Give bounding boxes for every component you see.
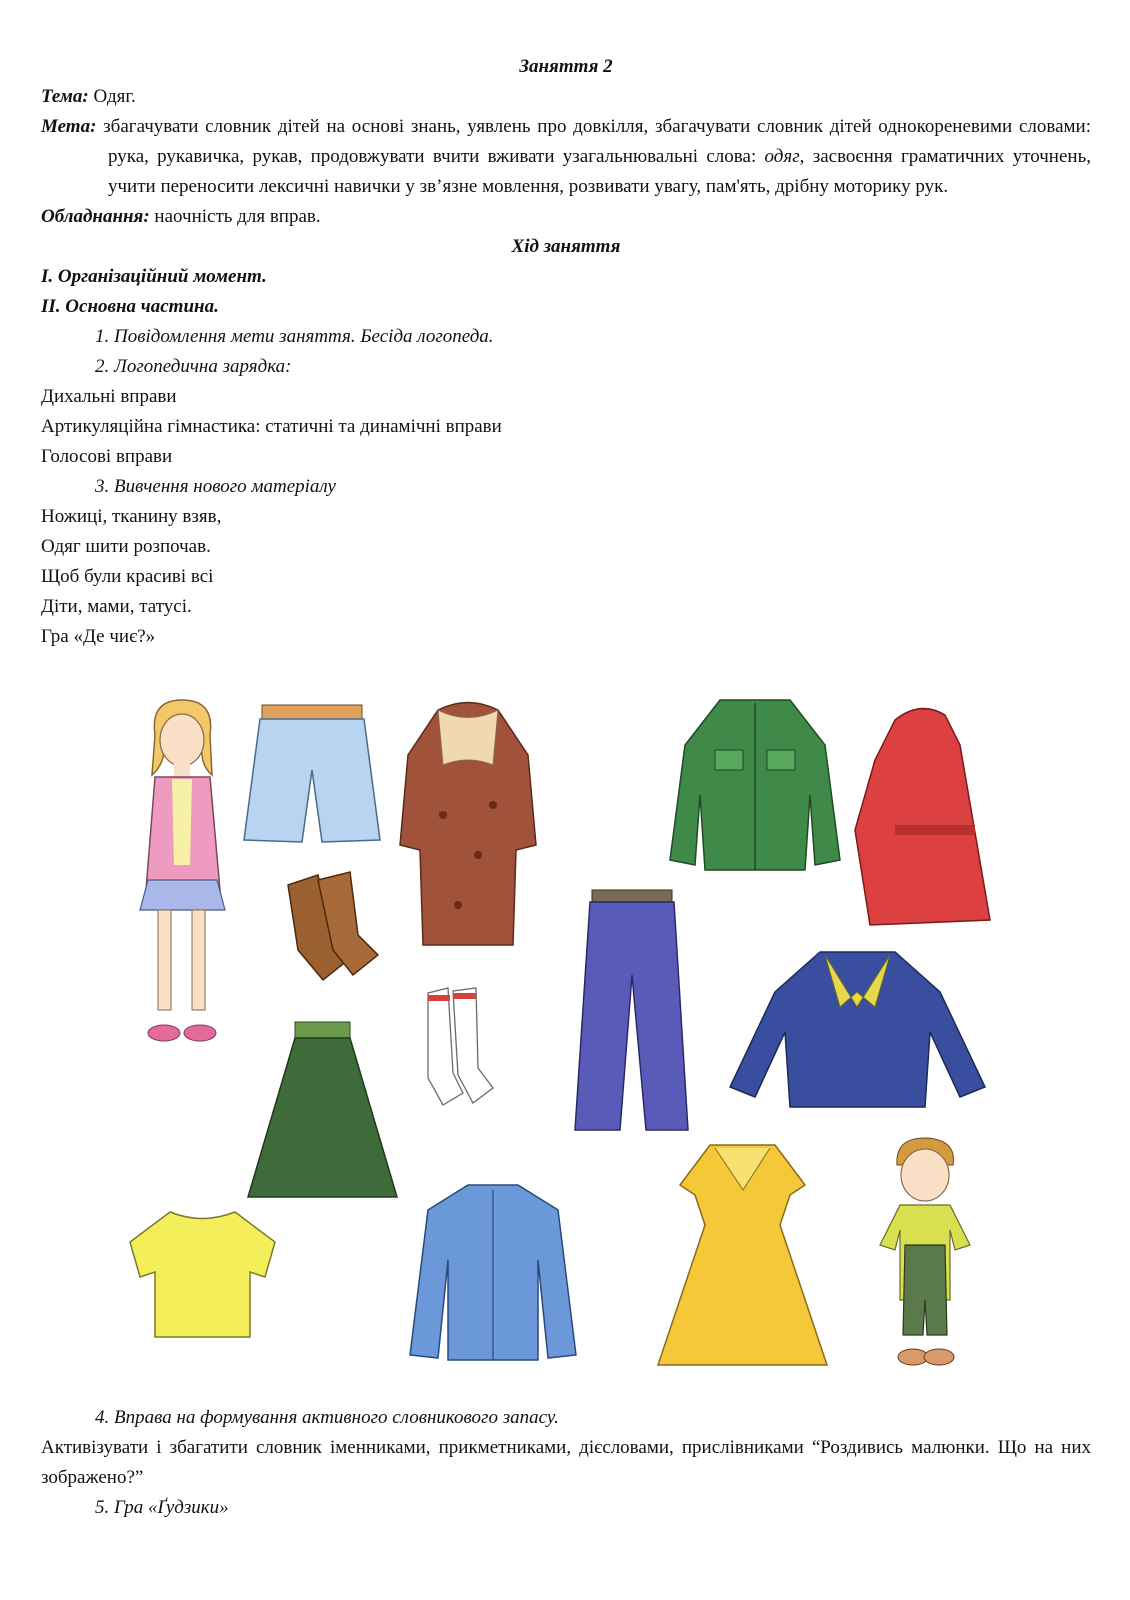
item-1: 1. Повідомлення мети заняття. Бесіда логопеда.	[95, 326, 494, 347]
goal-part2: , засвоєння граматичних уточнень, учити переносити лексичні навички у зв’язне мовлення, розвивати увагу, пам'ять, дрібну моторику рук.	[108, 146, 1091, 197]
red-coat-image	[850, 700, 995, 935]
yellow-shirt-image	[125, 1207, 280, 1342]
goal-paragraph	[41, 112, 1091, 202]
lesson-continuation	[41, 1403, 1091, 1523]
poem-line-1: Ножиці, тканину взяв,	[41, 506, 222, 527]
poem-line-4: Діти, мами, татусі.	[41, 596, 192, 617]
item-3: 3. Вивчення нового матеріалу	[95, 476, 336, 497]
poem-line-2: Одяг шити розпочав.	[41, 536, 211, 557]
skirt-image	[245, 1017, 400, 1207]
green-jacket-image	[665, 695, 845, 885]
yellow-dress-image	[655, 1140, 830, 1370]
lesson-page	[41, 52, 1091, 652]
exercise-voice: Голосові вправи	[41, 446, 173, 467]
poem-line-3: Щоб були красиві всі	[41, 566, 214, 587]
blue-jacket-image	[725, 947, 990, 1112]
goal-label: Мета:	[41, 116, 97, 137]
item-4: 4. Вправа на формування активного словникового запасу.	[95, 1407, 559, 1428]
section-organizational: І. Організаційний момент.	[41, 266, 267, 287]
goal-italic: одяг	[764, 146, 800, 167]
item-4-text: Активізувати і збагатити словник іменниками, прикметниками, дієсловами, прислівниками “Роздивись малюнки. Що на них зображено?”	[41, 1437, 1091, 1488]
white-socks-image	[418, 983, 498, 1113]
shorts-image	[242, 700, 382, 850]
fur-coat-image	[398, 695, 538, 955]
item-5: 5. Гра «Ґудзики»	[95, 1497, 229, 1518]
brown-socks-image	[278, 870, 383, 995]
item-2: 2. Логопедична зарядка:	[95, 356, 292, 377]
boy-figure	[875, 1135, 975, 1370]
game-title: Гра «Де чиє?»	[41, 626, 156, 647]
girl-figure	[120, 695, 245, 1055]
topic-label: Тема:	[41, 86, 89, 107]
blue-shirt-image	[408, 1180, 578, 1365]
progress-heading: Хід заняття	[511, 236, 621, 257]
section-main: ІІ. Основна частина.	[41, 296, 219, 317]
equipment-label: Обладнання:	[41, 206, 150, 227]
exercise-breathing: Дихальні вправи	[41, 386, 177, 407]
goal-part1: збагачувати словник дітей на основі знань, уявлень про довкілля, збагачувати словник дітей однокореневими словами: рука, рукавичка, рукав, продовжувати вчити вживати узагальнювальні слова:	[103, 116, 1092, 167]
topic-value: Одяг.	[93, 86, 136, 107]
equipment-line	[41, 202, 1091, 232]
topic-line	[41, 82, 1091, 112]
lesson-title: Заняття 2	[519, 56, 613, 77]
jeans-image	[570, 885, 690, 1135]
exercise-articulation: Артикуляційна гімнастика: статичні та динамічні вправи	[41, 416, 502, 437]
equipment-value: наочність для вправ.	[154, 206, 321, 227]
clothing-gallery	[0, 695, 1130, 1395]
